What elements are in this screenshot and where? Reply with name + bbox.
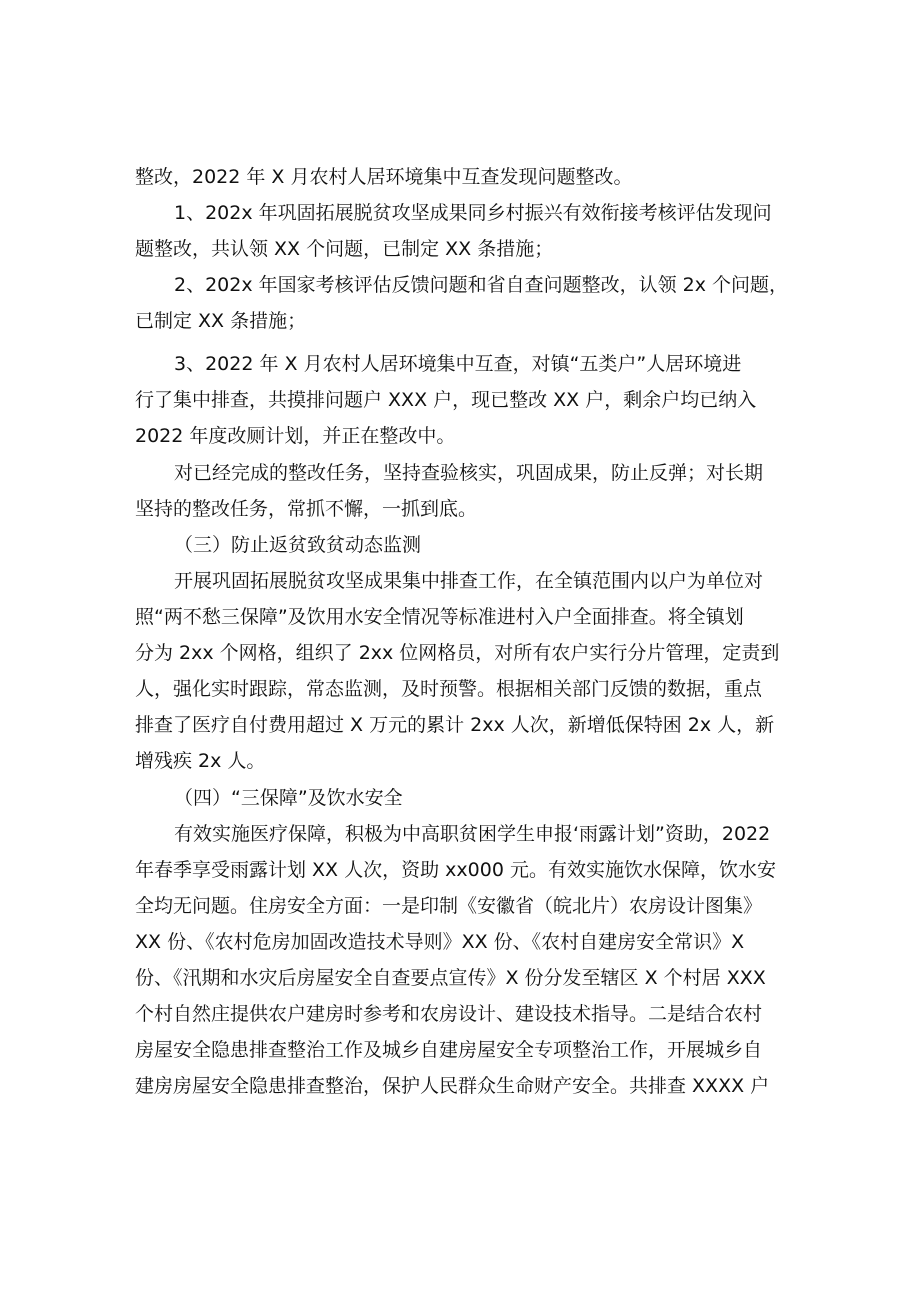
document-page: 整改，2022 年 X 月农村人居环境集中互查发现问题整改。 1、202x 年巩固拓展脱贫攻坚成果同乡村振兴有效衔接考核评估发现问 题整改，共认领 XX 个问题，已制定 XX 条措施； 2、202x 年国家考核评估反馈问题和省自查问题整改，认领 2x 个问题， 已制定 XX 条措施； 3、2022 年 X 月农村人居环境集中互查，对镇“五类户”人居环境进 行了集中排查，共摸排问题户 XXX 户，现已整改 XX 户，剩余户均已纳入 2022 年度改厕计划，并正在整改中。 对已经完成的整改任务，坚持查验核实，巩固成果，防止反弹；对长期 坚持的整改任务，常抓不懈，一抓到底。 （三）防止返贫致贫动态监测 开展巩固拓展脱贫攻坚成果集中排查工作，在全镇范围内以户为单位对 照“两不愁三保障”及饮用水安全情况等标准进村入户全面排查。将全镇划 分为 2xx 个网格，组织了 2xx 位网格员，对所有农户实行分片管理，定责到 人，强化实时跟踪，常态监测，及时预警。根据相关部门反馈的数据，重点 排查了医疗自付费用超过 X 万元的累计 2xx 人次，新增低保特困 2x 人，新 增残疾 2x 人。 （四）“三保障”及饮水安全 有效实施医疗保障，积极为中高职贫困学生申报‘雨露计划”资助，2022 年春季享受雨露计划 XX 人次，资助 xx000 元。有效实施饮水保障，饮水安 全均无问题。住房安全方面：一是印制《安徽省（皖北片）农房设计图集》 XX 份、《农村危房加固改造技术导则》XX 份、《农村自建房安全常识》X 份、《汛期和水灾后房屋安全自查要点宣传》X 份分发至辖区 X 个村居 XXX 个村自然庄提供农户建房时参考和农房设计、建设技术指导。二是结合农村 房屋安全隐患排查整治工作及城乡自建房屋安全专项整治工作，开展城乡自 建房房屋安全隐患排查整治，保护人民群众生命财产安全。共排查 XXXX 户 — [0, 0, 920, 1301]
